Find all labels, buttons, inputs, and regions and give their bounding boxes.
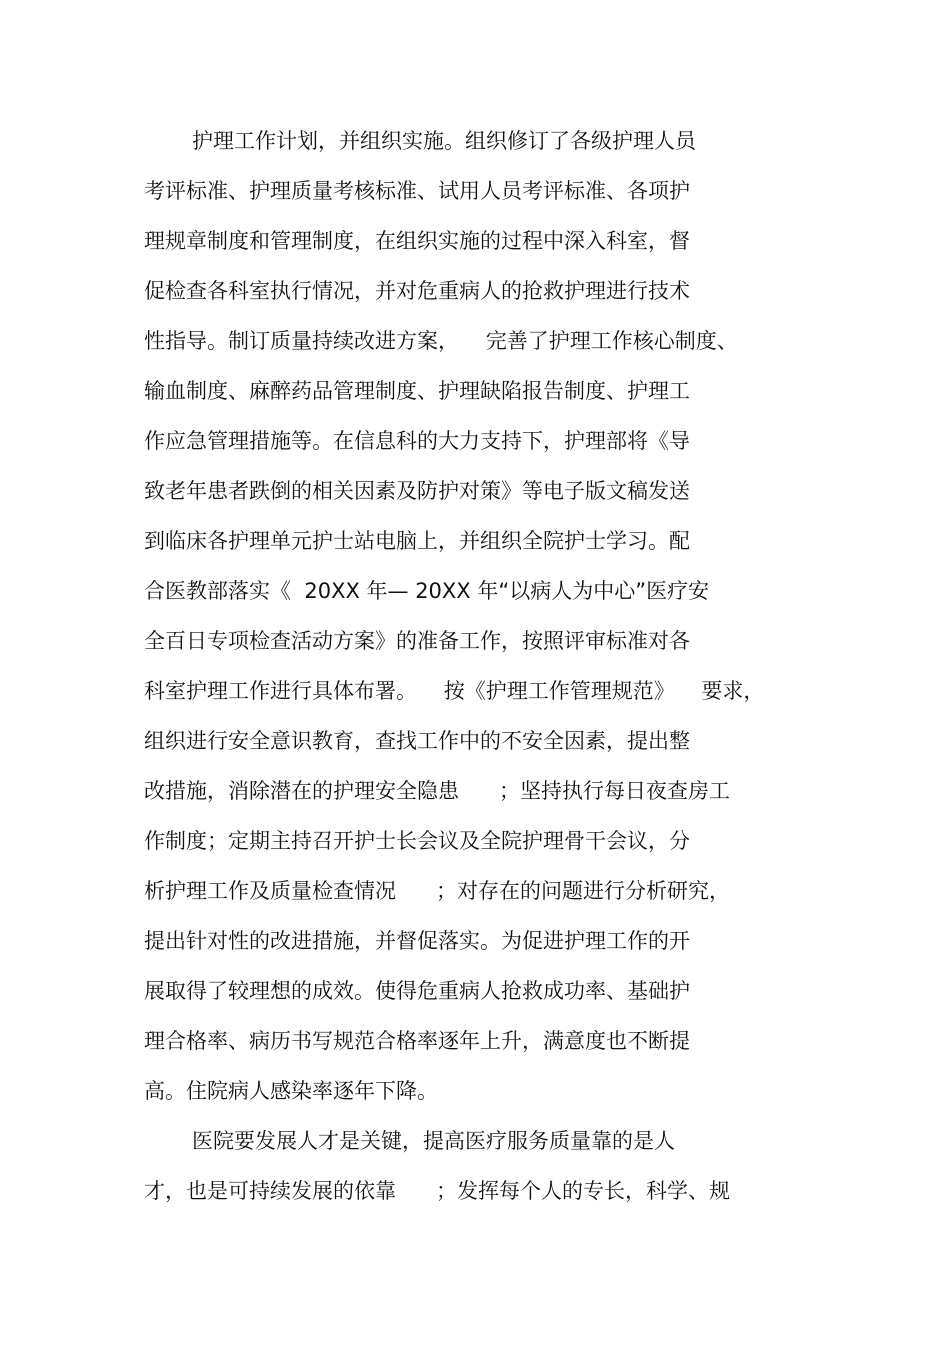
paragraph-line: 改措施，消除潜在的护理安全隐患 ；坚持执行每日夜查房工 bbox=[144, 779, 731, 803]
paragraph-line: 性指导。制订质量持续改进方案， 完善了护理工作核心制度、 bbox=[144, 329, 738, 353]
paragraph-line: 作制度；定期主持召开护士长会议及全院护理骨干会议，分 bbox=[144, 829, 690, 853]
paragraph-line: 到临床各护理单元护士站电脑上，并组织全院护士学习。配 bbox=[144, 529, 690, 553]
paragraph-line: 展取得了较理想的成效。使得危重病人抢救成功率、基础护 bbox=[144, 979, 690, 1003]
paragraph-line: 析护理工作及质量检查情况 ；对存在的问题进行分析研究， bbox=[144, 879, 731, 903]
paragraph-line: 输血制度、麻醉药品管理制度、护理缺陷报告制度、护理工 bbox=[144, 379, 690, 403]
paragraph-line: 作应急管理措施等。在信息科的大力支持下，护理部将《导 bbox=[144, 429, 690, 453]
paragraph-line: 促检查各科室执行情况，并对危重病人的抢救护理进行技术 bbox=[144, 279, 690, 303]
paragraph-line: 全百日专项检查活动方案》的准备工作，按照评审标准对各 bbox=[144, 629, 690, 653]
paragraph-line: 提出针对性的改进措施，并督促落实。为促进护理工作的开 bbox=[144, 929, 690, 953]
paragraph-line: 考评标准、护理质量考核标准、试用人员考评标准、各项护 bbox=[144, 179, 690, 203]
paragraph-line: 才，也是可持续发展的依靠 ；发挥每个人的专长，科学、规 bbox=[144, 1179, 731, 1203]
paragraph-line: 医院要发展人才是关键，提高医疗服务质量靠的是人 bbox=[192, 1129, 675, 1153]
paragraph-line: 组织进行安全意识教育，查找工作中的不安全因素，提出整 bbox=[144, 729, 690, 753]
paragraph-line: 高。住院病人感染率逐年下降。 bbox=[144, 1079, 438, 1103]
paragraph-line: 理规章制度和管理制度，在组织实施的过程中深入科室，督 bbox=[144, 229, 690, 253]
paragraph-line: 致老年患者跌倒的相关因素及防护对策》等电子版文稿发送 bbox=[144, 479, 690, 503]
paragraph-line: 护理工作计划，并组织实施。组织修订了各级护理人员 bbox=[192, 129, 696, 153]
paragraph-line: 科室护理工作进行具体布署。 按《护理工作管理规范》 要求， bbox=[144, 679, 765, 703]
paragraph-line: 理合格率、病历书写规范合格率逐年上升，满意度也不断提 bbox=[144, 1029, 690, 1053]
paragraph-line: 合医教部落实《 20XX 年— 20XX 年“以病人为中心”医疗安 bbox=[144, 579, 710, 603]
